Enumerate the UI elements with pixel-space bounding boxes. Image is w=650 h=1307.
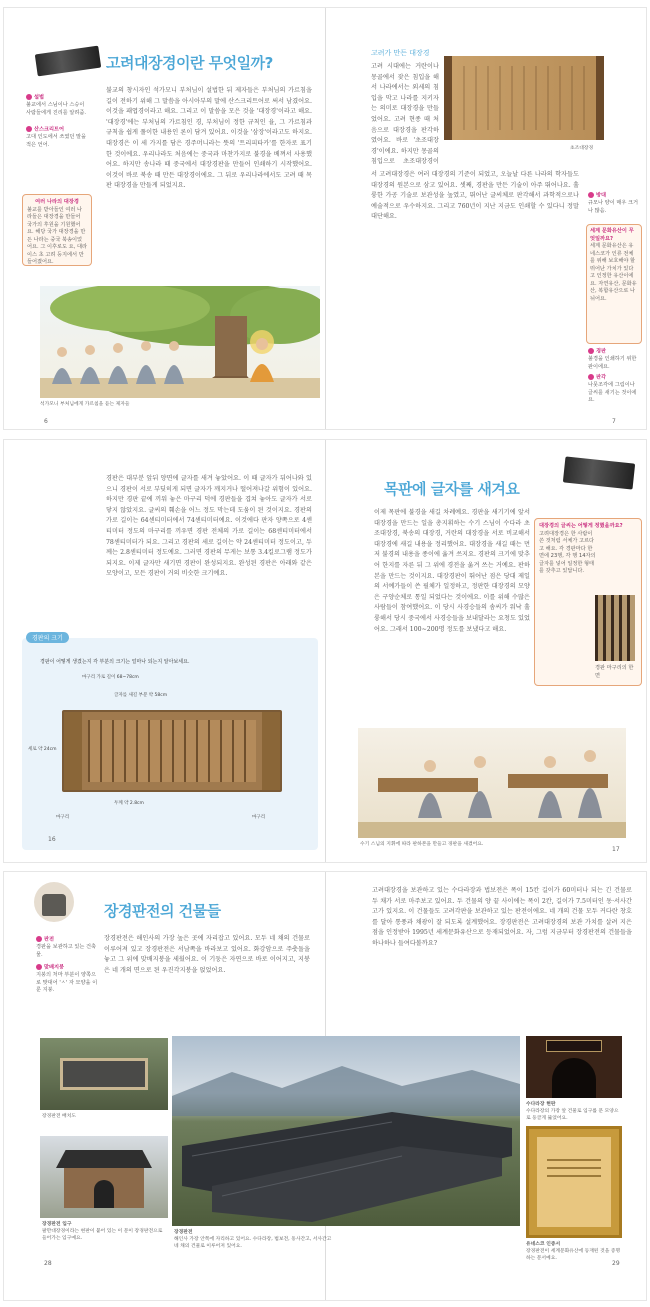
subsection-title: 고려가 만든 대장경 bbox=[371, 49, 430, 57]
glossary-note: 설법 불교에서 스님이나 스승이 사람들에게 진리를 알려줌. bbox=[26, 94, 87, 116]
diagram-title: 경판의 크기 bbox=[26, 632, 69, 643]
size-diagram bbox=[22, 635, 318, 850]
info-box: 세계 문화유산이 무엇일까요? 세계 문화유산은 유네스코가 인류 전체를 위해 보호해야 할 뛰어난 가치가 있다고 인정한 유산이에요. 자연유산, 문화유산, 복합유산으로 나뉘어요. bbox=[586, 224, 642, 344]
diagram-label: 두께 약 2.8cm bbox=[114, 801, 144, 806]
page-number: 7 bbox=[612, 418, 616, 425]
page-number: 28 bbox=[44, 1260, 52, 1267]
panjeon-photo bbox=[172, 1036, 520, 1226]
photo-caption-detail: 팔만대장경이라는 현판이 붙어 있는 이 문이 장경판전으로 들어가는 입구예요. bbox=[42, 1229, 163, 1241]
info-box: 대장경의 글씨는 어떻게 정했을까요? 고려대장경은 한 사람이 쓴 것처럼 서체가 고르다고 해요. 각 경판마다 한 면에 23행, 각 행 14자의 글자를 넣어 일정한 형태를 갖추고 있답니다. 경판 마구리의 한 면 bbox=[534, 518, 642, 686]
page-number: 17 bbox=[612, 846, 620, 853]
section-title: 장경판전의 건물들 bbox=[104, 902, 221, 920]
buddha-illustration bbox=[40, 286, 320, 398]
page-number: 16 bbox=[48, 836, 56, 843]
body-text-top: 고려 시대에는 거란이나 몽골에서 잦은 침입을 해서 나라에서는 외세의 침입을 막고 나라를 지키자는 의미로 대장경을 만들었어요. 고려 현종 때 처음으로 대장경을 판각하였어요. 바로 '초조대장경'이에요. 하지만 몽골의 침입으로 초조대장경이 bbox=[371, 63, 439, 166]
photo-caption: 장경판전 bbox=[174, 1230, 193, 1235]
scroll-caption: 초조대장경 bbox=[570, 146, 594, 151]
glossary-note: 산스크리트어 고대 인도에서 쓰였던 말을 적은 언어. bbox=[26, 126, 87, 148]
glossary-note: 판전 경판을 보관하고 있는 건축물. bbox=[36, 936, 97, 958]
page-number: 6 bbox=[44, 418, 48, 425]
diagram-label: 마구리 bbox=[56, 815, 70, 820]
photo-caption: 수다라장 현판 bbox=[526, 1102, 556, 1107]
page-number: 29 bbox=[612, 1260, 620, 1267]
body-text: 이제 목판에 불경을 새길 차례예요. 경판을 새기기에 앞서 대장경을 만드는 일을 총지휘하는 수기 스님이 수다라 초조대장경, 북송의 대장경, 거란의 대장경을 서로 비교해서 대장경에 새길 내용을 정리했어요. 대장경을 새길 때는 먼저 불경의 내용을 종이에 옮겨 쓰지요. 경판의 크기에 맞추어 한지를 자른 뒤 그 위에 경전을 옮겨 쓰는 거예요. 판하본을 만드는 것이지요. 대장경판이 뛰어난 점은 당대 제일의 서예가들이 쓴 필체가 일정하고, 정판한 대장경의 모양은 구양순체로 통일 되었다는 것이에요. 이를 위해 수많은 사람들이 참여했어요. 이 당시 사경승들의 솜씨가 워낙 훌륭해서 당시 중국에서 사경승들을 보내달라는 요청도 있었어요. 그래서 100~200명 정도를 보냈다고 해요. bbox=[374, 509, 530, 633]
photo-caption: 장경판전 입구 bbox=[42, 1222, 72, 1227]
layout-photo bbox=[40, 1038, 168, 1110]
carving-illustration bbox=[358, 728, 626, 838]
illustration-caption: 수기 스님의 지휘에 따라 판하본을 만들고 경판을 새겼어요. bbox=[360, 842, 484, 847]
section-title: 목판에 글자를 새겨요 bbox=[384, 480, 520, 498]
spread-2 bbox=[4, 440, 646, 862]
section-title: 고려대장경이란 무엇일까? bbox=[106, 54, 273, 72]
body-text: 고려대장경을 보관하고 있는 수다라장과 법보전은 폭이 15칸 길이가 60미터나 되는 긴 건물로 두 채가 서로 마주보고 있어요. 두 건물의 양 끝 사이에는 폭이 2칸, 길이가 7.5미터인 동·서사간고가 있지요. 이 건물들도 고려각판을 보관하고 있는 판전이에요. 네 개의 건물 모두 커다란 창호를 달아 통풍과 채광이 잘 되도록 설계했어요. 장경판전은 고려대장경의 보관 가치를 살려 지은 점을 인정받아 1995년 세계문화유산으로 등재되었어요. 자, 그럼 지금부터 장경판전의 건물들을 하나하나 들여다볼까요? bbox=[372, 887, 632, 947]
sign-photo bbox=[526, 1036, 622, 1098]
photo-caption-detail: 장경판전이 세계문화유산에 등재된 것을 증명하는 문서예요. bbox=[526, 1249, 621, 1261]
diagram-label: 글자를 새길 부분 약 58cm bbox=[114, 693, 168, 698]
stone-icon bbox=[34, 882, 74, 922]
body-text: 장경판전은 해인사의 가장 높은 곳에 자리잡고 있어요. 모두 네 채의 건물로 이루어져 있고 장경판전은 서남쪽을 바라보고 있어요. 화강암으로 주춧돌을 놓고 그 위에 맞배지붕을 세웠어요. 이 기둥은 자연으로 바로 이어지고, 지붕은 네 개의 면으로 된 우진각지붕을 얹었어요. bbox=[104, 935, 310, 974]
gutter bbox=[325, 8, 326, 429]
entrance-photo bbox=[40, 1136, 168, 1218]
body-text-bottom: 서 고려대장경은 여러 대장경의 기준이 되었고, 오늘날 다른 나라의 학자들도 대장경의 원본으로 삼고 있어요. 셋째, 경판을 만든 기술이 아주 뛰어나요. 훌륭한 가공 기술로 보관성을 높였고, 뛰어난 글씨체로 판각해서 과학적으로나 예술적으로 우수하지요. 그리고 760년이 지난 지금도 인쇄할 수 있다니 정말 대단해요. bbox=[371, 170, 579, 221]
diagram-label: 마구리 bbox=[252, 815, 266, 820]
glossary-note: 방대 규모나 양이 매우 크거나 많음. bbox=[588, 192, 639, 214]
glossary-note: 판각 나뭇조각에 그림이나 글씨를 새기는 것이에요. bbox=[588, 374, 637, 403]
body-text: 불교의 창시자인 석가모니 부처님이 설법한 뒤 제자들은 부처님의 가르침을 길이 전하기 위해 그 말씀을 아시아부의 말에 산스크리트어로 써서 남겼어요. 이것을 패엽경이라고 해요. 그리고 이 말씀을 모은 것을 '대장경'이라고 해요. '대장경'에는 부처님의 가르침인 경, 부처님이 정한 규칙인 율, 그 가르침과 규칙을 쉽게 풀이한 내용인 론이 담겨 있어요. 이것을 '삼장'이라고도 하지요. 대장경은 이 세 가지를 담은 경주머니라는 뜻의 '트리피타카'를 한자로 표기한 것이에요. 우리나라도 처음에는 중국과 마찬가지로 불경을 베껴서 사용했어요. 하지만 송나라 때 중국에서 대장경판을 만들어 인쇄하기 시작했어요. 이것이 바로 북송 때 만든 대장경이에요. 그 뒤로 우리나라에서도 고려 때 목판 대장경을 만들게 되었지요. bbox=[106, 87, 312, 190]
photo-caption: 유네스코 인증서 bbox=[526, 1242, 561, 1247]
glossary-note: 경판 불경을 인쇄하기 위한 판이에요. bbox=[588, 348, 637, 370]
woodblock-icon bbox=[563, 456, 635, 489]
bullet-icon bbox=[26, 94, 32, 100]
diagram-subtitle: 경판이 어떻게 생겼는지 각 부분의 크기는 얼마나 되는지 알아보세요. bbox=[40, 659, 190, 665]
illustration-caption: 석가모니 부처님에게 가르침을 듣는 제자들 bbox=[40, 402, 130, 407]
photo-caption: 장경판전 배치도 bbox=[42, 1114, 76, 1119]
diagram-label: 마구리 가로 길이 68~78cm bbox=[82, 675, 139, 680]
info-box: 여러 나라의 대장경 불교를 받아들인 여러 나라들은 대장경을 만들어 국가의 후원을 기원했어요. 해당 국가 대장경을 만든 나라는 중국 북송이었어요. 그 이후로도 요, 대라이스 초 고려 등지에서 만들어졌어요. bbox=[22, 194, 92, 266]
diagram-label: 세로 약 24cm bbox=[28, 747, 57, 752]
scroll-icon bbox=[35, 46, 101, 77]
scroll-photo bbox=[444, 56, 604, 140]
gutter bbox=[325, 440, 326, 862]
photo-caption-detail: 해인사 가장 안쪽에 자리하고 있어요. 수다라장, 법보전, 동사간고, 서사간고 네 채의 건물로 이루어져 있어요. bbox=[174, 1237, 332, 1249]
bullet-icon bbox=[26, 126, 32, 132]
spread-3 bbox=[4, 872, 646, 1300]
glossary-note: 맞배지붕 지붕의 처마 부분이 양쪽으로 맞대어 'ㅅ' 자 모양을 이룬 지붕. bbox=[36, 964, 98, 993]
spread-1 bbox=[4, 8, 646, 429]
photo-caption-detail: 수다라장의 가장 앞 건물로 입구를 문 모양으로 둥글게 뚫었어요. bbox=[526, 1109, 619, 1121]
body-text: 경판은 대부분 앞뒤 양면에 글자를 새겨 놓았어요. 이 때 글자가 뒤어나와 있으니 경판이 서로 부딪히게 되면 글자가 깨지거나 떨어져나갈 위험이 있어요. 하지만 경판 끝에 끼워 놓은 마구리 덕에 경판들을 겹쳐 놓아도 글자가 서로 닿지 않았지요. 글씨의 훼손을 어느 정도 막는데 도움이 된 것이지요. 경판의 가로 길이는 64센티미터에서 74센티미터예요. 이것에다 판자 양쪽으로 4센티미터 정도의 마구리를 끼우면 경판 전체의 가로 길이는 68센티미터에서 78센티미터가 되요. 그리고 경판의 세로 길이는 약 24센티미터 정도이고, 두께는 2.8센티미터 정도예요. 그러면 경판의 무게는 보통 3.4킬로그램 정도가 되지요. 이제 글자만 새기면 경판이 완성되지요. 완성된 경판은 아래와 같은 모양이고, 모든 경판이 거의 비슷한 크기예요. bbox=[106, 475, 312, 578]
woodblock-face-photo bbox=[595, 595, 635, 661]
woodblock-drawing bbox=[62, 710, 282, 792]
certificate-photo bbox=[526, 1126, 622, 1238]
